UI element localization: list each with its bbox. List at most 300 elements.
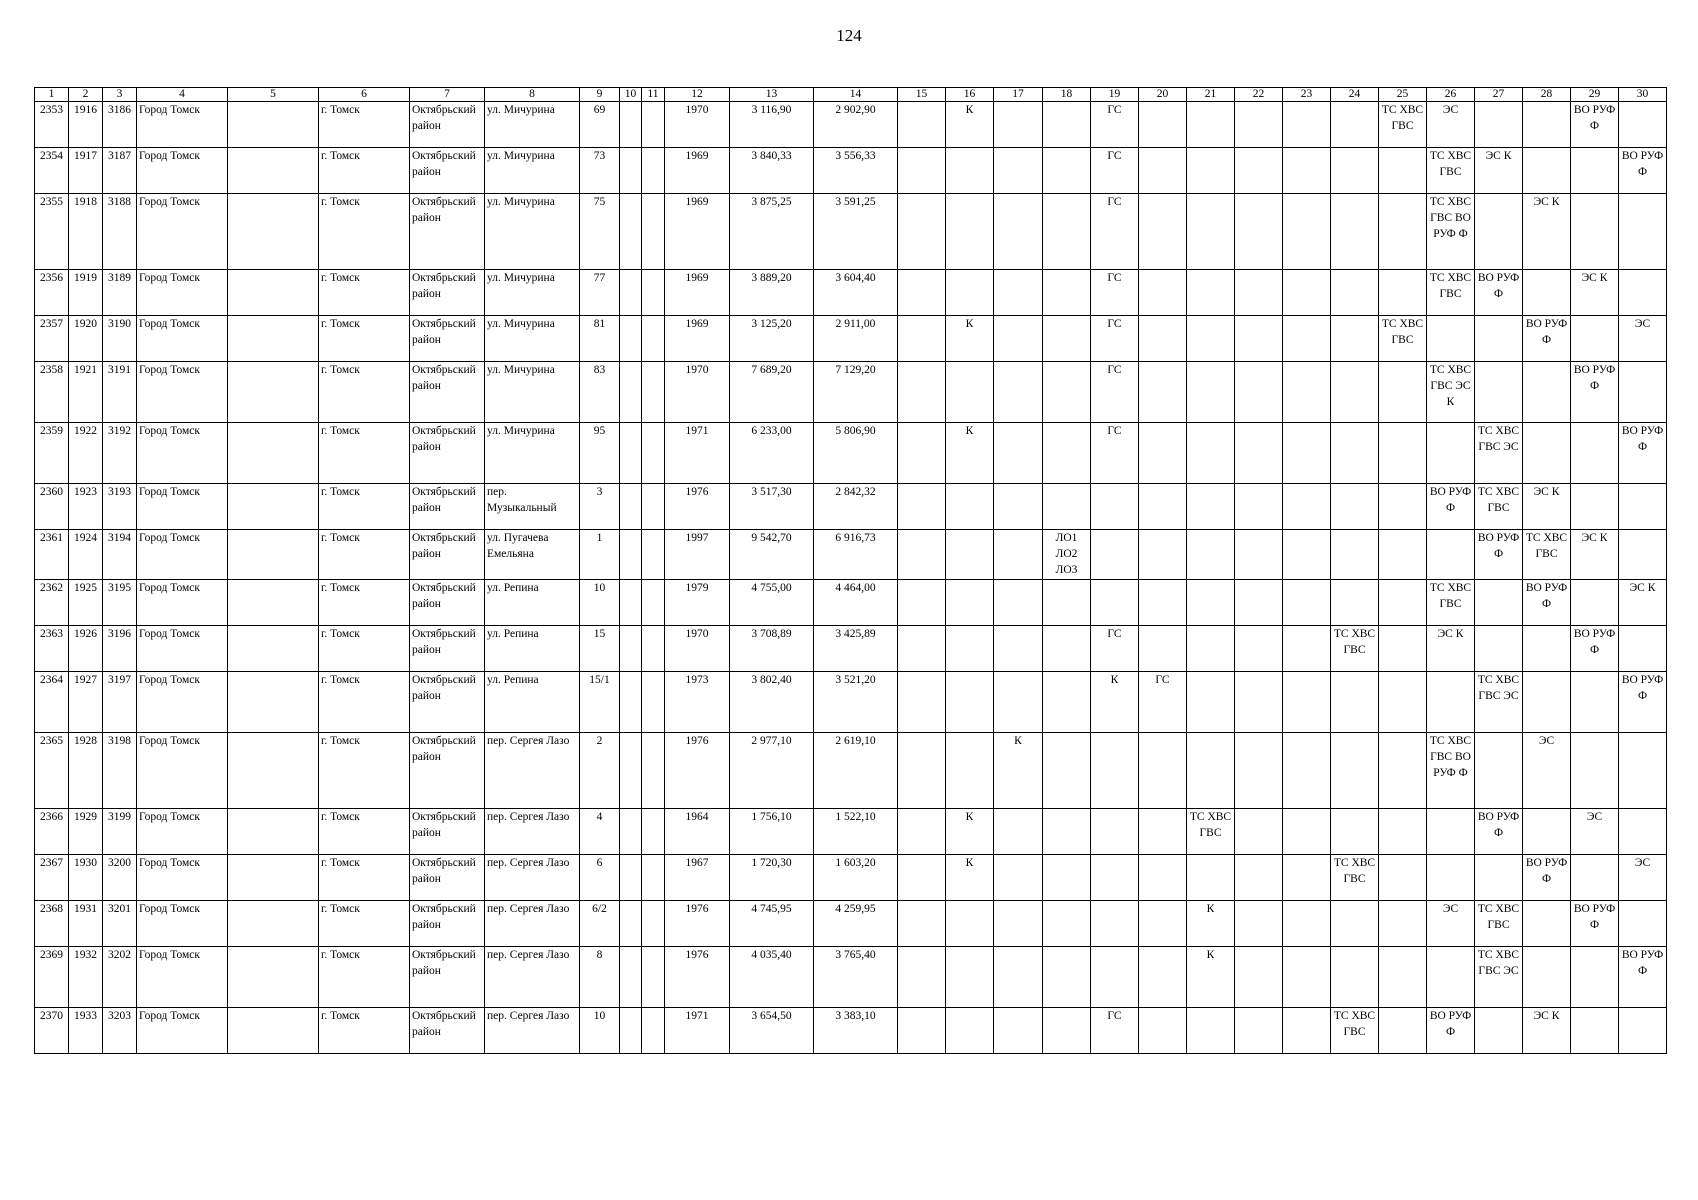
cell-col-8: ул. Мичурина	[485, 362, 580, 423]
cell-col-1: 2360	[35, 484, 69, 530]
cell-col-26	[1427, 672, 1475, 733]
cell-col-9: 77	[580, 270, 620, 316]
cell-col-8: ул. Мичурина	[485, 194, 580, 270]
cell-col-23	[1283, 901, 1331, 947]
cell-col-25	[1379, 484, 1427, 530]
cell-col-19: ГС	[1091, 316, 1139, 362]
cell-col-14: 2 619,10	[814, 733, 898, 809]
cell-col-30: ЭС К	[1619, 580, 1667, 626]
cell-col-25	[1379, 947, 1427, 1008]
cell-col-1: 2362	[35, 580, 69, 626]
cell-col-10	[620, 901, 642, 947]
cell-col-6: г. Томск	[319, 316, 410, 362]
cell-col-26: ВО РУФ Ф	[1427, 1008, 1475, 1054]
cell-col-5	[228, 672, 319, 733]
cell-col-6: г. Томск	[319, 947, 410, 1008]
table-row	[35, 316, 1667, 362]
cell-col-3: 3196	[103, 626, 137, 672]
cell-col-7: Октябрьский район	[410, 530, 485, 580]
cell-col-6: г. Томск	[319, 270, 410, 316]
cell-col-24	[1331, 484, 1379, 530]
cell-col-30	[1619, 194, 1667, 270]
cell-col-27	[1475, 855, 1523, 901]
column-header-9: 9	[580, 88, 620, 102]
table-row	[35, 148, 1667, 194]
table-row	[35, 270, 1667, 316]
cell-col-12: 1969	[665, 148, 730, 194]
cell-col-11	[642, 672, 665, 733]
cell-col-2: 1918	[69, 194, 103, 270]
cell-col-25	[1379, 809, 1427, 855]
cell-col-26	[1427, 855, 1475, 901]
cell-col-25	[1379, 423, 1427, 484]
column-header-30: 30	[1619, 88, 1667, 102]
cell-col-15	[898, 901, 946, 947]
cell-col-25	[1379, 530, 1427, 580]
cell-col-23	[1283, 580, 1331, 626]
column-header-17: 17	[994, 88, 1043, 102]
cell-col-9: 3	[580, 484, 620, 530]
cell-col-12: 1976	[665, 901, 730, 947]
cell-col-21: К	[1187, 901, 1235, 947]
cell-col-1: 2364	[35, 672, 69, 733]
cell-col-19	[1091, 484, 1139, 530]
cell-col-8: пер. Сергея Лазо	[485, 901, 580, 947]
cell-col-15	[898, 148, 946, 194]
cell-col-3: 3197	[103, 672, 137, 733]
cell-col-21	[1187, 672, 1235, 733]
cell-col-29	[1571, 1008, 1619, 1054]
table-row	[35, 626, 1667, 672]
cell-col-27: ВО РУФ Ф	[1475, 530, 1523, 580]
cell-col-26	[1427, 316, 1475, 362]
cell-col-22	[1235, 194, 1283, 270]
cell-col-12: 1979	[665, 580, 730, 626]
cell-col-11	[642, 270, 665, 316]
cell-col-19: ГС	[1091, 148, 1139, 194]
column-header-11: 11	[642, 88, 665, 102]
cell-col-6: г. Томск	[319, 1008, 410, 1054]
cell-col-19	[1091, 855, 1139, 901]
cell-col-16	[946, 270, 994, 316]
cell-col-6: г. Томск	[319, 530, 410, 580]
cell-col-14: 4 464,00	[814, 580, 898, 626]
cell-col-2: 1930	[69, 855, 103, 901]
cell-col-1: 2359	[35, 423, 69, 484]
cell-col-18	[1043, 901, 1091, 947]
cell-col-24	[1331, 733, 1379, 809]
cell-col-4: Город Томск	[137, 316, 228, 362]
cell-col-26: ЭС	[1427, 901, 1475, 947]
cell-col-12: 1971	[665, 1008, 730, 1054]
cell-col-27: ЭС К	[1475, 148, 1523, 194]
table-row	[35, 530, 1667, 580]
cell-col-10	[620, 733, 642, 809]
cell-col-26	[1427, 947, 1475, 1008]
cell-col-29: ЭС К	[1571, 270, 1619, 316]
cell-col-23	[1283, 270, 1331, 316]
cell-col-25	[1379, 855, 1427, 901]
cell-col-18: ЛО1 ЛО2 ЛО3	[1043, 530, 1091, 580]
cell-col-7: Октябрьский район	[410, 1008, 485, 1054]
cell-col-26: ЭС	[1427, 102, 1475, 148]
cell-col-16	[946, 194, 994, 270]
cell-col-14: 1 603,20	[814, 855, 898, 901]
column-header-10: 10	[620, 88, 642, 102]
cell-col-18	[1043, 580, 1091, 626]
cell-col-7: Октябрьский район	[410, 901, 485, 947]
cell-col-13: 3 517,30	[730, 484, 814, 530]
cell-col-4: Город Томск	[137, 855, 228, 901]
cell-col-29: ЭС	[1571, 809, 1619, 855]
cell-col-6: г. Томск	[319, 733, 410, 809]
cell-col-21	[1187, 484, 1235, 530]
cell-col-13: 9 542,70	[730, 530, 814, 580]
cell-col-3: 3188	[103, 194, 137, 270]
cell-col-17	[994, 194, 1043, 270]
table-row	[35, 855, 1667, 901]
cell-col-11	[642, 362, 665, 423]
cell-col-18	[1043, 947, 1091, 1008]
cell-col-25	[1379, 733, 1427, 809]
cell-col-30: ВО РУФ Ф	[1619, 947, 1667, 1008]
cell-col-8: пер. Сергея Лазо	[485, 855, 580, 901]
cell-col-26: ЭС К	[1427, 626, 1475, 672]
cell-col-24	[1331, 270, 1379, 316]
cell-col-20	[1139, 362, 1187, 423]
cell-col-15	[898, 484, 946, 530]
cell-col-26	[1427, 423, 1475, 484]
cell-col-7: Октябрьский район	[410, 733, 485, 809]
cell-col-11	[642, 316, 665, 362]
cell-col-8: ул. Мичурина	[485, 316, 580, 362]
column-header-7: 7	[410, 88, 485, 102]
cell-col-26: ТС ХВС ГВС	[1427, 580, 1475, 626]
cell-col-25	[1379, 148, 1427, 194]
cell-col-14: 2 902,90	[814, 102, 898, 148]
cell-col-8: ул. Мичурина	[485, 423, 580, 484]
cell-col-23	[1283, 423, 1331, 484]
cell-col-10	[620, 194, 642, 270]
cell-col-16	[946, 530, 994, 580]
cell-col-29	[1571, 148, 1619, 194]
cell-col-4: Город Томск	[137, 362, 228, 423]
cell-col-1: 2366	[35, 809, 69, 855]
cell-col-10	[620, 102, 642, 148]
cell-col-30	[1619, 1008, 1667, 1054]
cell-col-4: Город Томск	[137, 733, 228, 809]
cell-col-19	[1091, 733, 1139, 809]
cell-col-13: 4 035,40	[730, 947, 814, 1008]
cell-col-11	[642, 733, 665, 809]
cell-col-2: 1922	[69, 423, 103, 484]
cell-col-29: ЭС К	[1571, 530, 1619, 580]
cell-col-26: ВО РУФ Ф	[1427, 484, 1475, 530]
column-header-21: 21	[1187, 88, 1235, 102]
cell-col-1: 2365	[35, 733, 69, 809]
cell-col-30	[1619, 530, 1667, 580]
cell-col-21: ТС ХВС ГВС	[1187, 809, 1235, 855]
cell-col-21	[1187, 1008, 1235, 1054]
cell-col-19	[1091, 530, 1139, 580]
cell-col-30: ЭС	[1619, 855, 1667, 901]
cell-col-30	[1619, 809, 1667, 855]
cell-col-21	[1187, 580, 1235, 626]
cell-col-12: 1976	[665, 947, 730, 1008]
cell-col-6: г. Томск	[319, 102, 410, 148]
cell-col-30: ВО РУФ Ф	[1619, 672, 1667, 733]
cell-col-25: ТС ХВС ГВС	[1379, 102, 1427, 148]
cell-col-27: ТС ХВС ГВС ЭС	[1475, 947, 1523, 1008]
cell-col-13: 3 654,50	[730, 1008, 814, 1054]
cell-col-21	[1187, 148, 1235, 194]
column-header-2: 2	[69, 88, 103, 102]
cell-col-10	[620, 580, 642, 626]
cell-col-22	[1235, 362, 1283, 423]
cell-col-27: ВО РУФ Ф	[1475, 809, 1523, 855]
cell-col-12: 1967	[665, 855, 730, 901]
cell-col-7: Октябрьский район	[410, 809, 485, 855]
cell-col-17	[994, 270, 1043, 316]
cell-col-16	[946, 484, 994, 530]
cell-col-4: Город Томск	[137, 270, 228, 316]
cell-col-29	[1571, 484, 1619, 530]
cell-col-30: ЭС	[1619, 316, 1667, 362]
cell-col-27: ВО РУФ Ф	[1475, 270, 1523, 316]
cell-col-3: 3203	[103, 1008, 137, 1054]
cell-col-18	[1043, 626, 1091, 672]
cell-col-17	[994, 809, 1043, 855]
cell-col-22	[1235, 102, 1283, 148]
cell-col-21	[1187, 102, 1235, 148]
cell-col-9: 15/1	[580, 672, 620, 733]
cell-col-15	[898, 316, 946, 362]
cell-col-4: Город Томск	[137, 194, 228, 270]
cell-col-2: 1929	[69, 809, 103, 855]
cell-col-27	[1475, 1008, 1523, 1054]
cell-col-5	[228, 530, 319, 580]
column-header-18: 18	[1043, 88, 1091, 102]
cell-col-18	[1043, 423, 1091, 484]
cell-col-28	[1523, 672, 1571, 733]
cell-col-4: Город Томск	[137, 809, 228, 855]
cell-col-22	[1235, 423, 1283, 484]
cell-col-11	[642, 626, 665, 672]
cell-col-20	[1139, 423, 1187, 484]
column-header-24: 24	[1331, 88, 1379, 102]
cell-col-2: 1919	[69, 270, 103, 316]
cell-col-30	[1619, 901, 1667, 947]
cell-col-21	[1187, 362, 1235, 423]
cell-col-8: пер. Сергея Лазо	[485, 809, 580, 855]
cell-col-26: ТС ХВС ГВС ВО РУФ Ф	[1427, 733, 1475, 809]
column-header-1: 1	[35, 88, 69, 102]
cell-col-24	[1331, 148, 1379, 194]
cell-col-9: 10	[580, 580, 620, 626]
cell-col-24	[1331, 194, 1379, 270]
page-number: 124	[836, 26, 862, 45]
cell-col-8: пер. Музыкальный	[485, 484, 580, 530]
cell-col-13: 3 116,90	[730, 102, 814, 148]
cell-col-23	[1283, 626, 1331, 672]
cell-col-23	[1283, 102, 1331, 148]
cell-col-20	[1139, 809, 1187, 855]
cell-col-28: ЭС К	[1523, 1008, 1571, 1054]
column-header-5: 5	[228, 88, 319, 102]
cell-col-1: 2354	[35, 148, 69, 194]
cell-col-14: 4 259,95	[814, 901, 898, 947]
cell-col-13: 4 755,00	[730, 580, 814, 626]
cell-col-25	[1379, 901, 1427, 947]
cell-col-7: Октябрьский район	[410, 423, 485, 484]
cell-col-23	[1283, 530, 1331, 580]
cell-col-14: 7 129,20	[814, 362, 898, 423]
cell-col-16	[946, 733, 994, 809]
cell-col-11	[642, 484, 665, 530]
table-row	[35, 484, 1667, 530]
cell-col-13: 3 802,40	[730, 672, 814, 733]
cell-col-20	[1139, 194, 1187, 270]
cell-col-23	[1283, 672, 1331, 733]
column-header-19: 19	[1091, 88, 1139, 102]
cell-col-19	[1091, 580, 1139, 626]
cell-col-13: 3 840,33	[730, 148, 814, 194]
cell-col-8: ул. Репина	[485, 626, 580, 672]
cell-col-28: ЭС К	[1523, 484, 1571, 530]
cell-col-11	[642, 947, 665, 1008]
cell-col-28: ТС ХВС ГВС	[1523, 530, 1571, 580]
cell-col-15	[898, 733, 946, 809]
cell-col-14: 3 591,25	[814, 194, 898, 270]
cell-col-1: 2369	[35, 947, 69, 1008]
cell-col-10	[620, 855, 642, 901]
cell-col-9: 2	[580, 733, 620, 809]
cell-col-15	[898, 855, 946, 901]
cell-col-16: К	[946, 316, 994, 362]
cell-col-12: 1976	[665, 733, 730, 809]
cell-col-21	[1187, 270, 1235, 316]
cell-col-22	[1235, 580, 1283, 626]
cell-col-24	[1331, 102, 1379, 148]
cell-col-30	[1619, 626, 1667, 672]
column-header-25: 25	[1379, 88, 1427, 102]
cell-col-21	[1187, 626, 1235, 672]
cell-col-11	[642, 102, 665, 148]
cell-col-3: 3191	[103, 362, 137, 423]
cell-col-18	[1043, 270, 1091, 316]
cell-col-16	[946, 901, 994, 947]
cell-col-9: 8	[580, 947, 620, 1008]
table-row	[35, 102, 1667, 148]
cell-col-28	[1523, 148, 1571, 194]
cell-col-2: 1931	[69, 901, 103, 947]
cell-col-27	[1475, 316, 1523, 362]
cell-col-4: Город Томск	[137, 530, 228, 580]
cell-col-19: ГС	[1091, 1008, 1139, 1054]
cell-col-10	[620, 316, 642, 362]
cell-col-16	[946, 947, 994, 1008]
cell-col-7: Октябрьский район	[410, 316, 485, 362]
cell-col-5	[228, 901, 319, 947]
cell-col-11	[642, 194, 665, 270]
cell-col-12: 1976	[665, 484, 730, 530]
cell-col-20	[1139, 316, 1187, 362]
cell-col-20	[1139, 733, 1187, 809]
column-header-15: 15	[898, 88, 946, 102]
cell-col-19: ГС	[1091, 423, 1139, 484]
cell-col-4: Город Томск	[137, 947, 228, 1008]
cell-col-2: 1923	[69, 484, 103, 530]
cell-col-22	[1235, 530, 1283, 580]
cell-col-2: 1927	[69, 672, 103, 733]
cell-col-10	[620, 362, 642, 423]
cell-col-25	[1379, 626, 1427, 672]
cell-col-15	[898, 423, 946, 484]
cell-col-6: г. Томск	[319, 809, 410, 855]
cell-col-12: 1970	[665, 102, 730, 148]
cell-col-7: Октябрьский район	[410, 672, 485, 733]
cell-col-13: 3 125,20	[730, 316, 814, 362]
cell-col-2: 1933	[69, 1008, 103, 1054]
cell-col-18	[1043, 855, 1091, 901]
column-header-29: 29	[1571, 88, 1619, 102]
cell-col-29	[1571, 580, 1619, 626]
cell-col-2: 1921	[69, 362, 103, 423]
column-header-16: 16	[946, 88, 994, 102]
cell-col-20	[1139, 855, 1187, 901]
cell-col-17	[994, 530, 1043, 580]
cell-col-20	[1139, 148, 1187, 194]
cell-col-8: ул. Мичурина	[485, 148, 580, 194]
cell-col-27: ТС ХВС ГВС ЭС	[1475, 672, 1523, 733]
cell-col-29	[1571, 316, 1619, 362]
cell-col-10	[620, 809, 642, 855]
column-number-row	[35, 88, 1667, 102]
cell-col-5	[228, 194, 319, 270]
cell-col-27: ТС ХВС ГВС ЭС	[1475, 423, 1523, 484]
table-row	[35, 947, 1667, 1008]
cell-col-5	[228, 362, 319, 423]
table-row	[35, 580, 1667, 626]
cell-col-16: К	[946, 855, 994, 901]
cell-col-11	[642, 530, 665, 580]
cell-col-5	[228, 1008, 319, 1054]
cell-col-7: Октябрьский район	[410, 102, 485, 148]
cell-col-5	[228, 270, 319, 316]
cell-col-27	[1475, 194, 1523, 270]
cell-col-18	[1043, 102, 1091, 148]
cell-col-24	[1331, 530, 1379, 580]
cell-col-15	[898, 809, 946, 855]
cell-col-14: 2 842,32	[814, 484, 898, 530]
cell-col-11	[642, 809, 665, 855]
cell-col-29	[1571, 194, 1619, 270]
cell-col-7: Октябрьский район	[410, 580, 485, 626]
cell-col-24: ТС ХВС ГВС	[1331, 626, 1379, 672]
cell-col-12: 1973	[665, 672, 730, 733]
cell-col-9: 1	[580, 530, 620, 580]
cell-col-13: 7 689,20	[730, 362, 814, 423]
column-header-27: 27	[1475, 88, 1523, 102]
column-header-23: 23	[1283, 88, 1331, 102]
cell-col-26: ТС ХВС ГВС ЭС К	[1427, 362, 1475, 423]
cell-col-5	[228, 484, 319, 530]
cell-col-4: Город Томск	[137, 148, 228, 194]
cell-col-8: ул. Мичурина	[485, 102, 580, 148]
cell-col-27	[1475, 580, 1523, 626]
cell-col-28	[1523, 626, 1571, 672]
cell-col-7: Октябрьский район	[410, 855, 485, 901]
